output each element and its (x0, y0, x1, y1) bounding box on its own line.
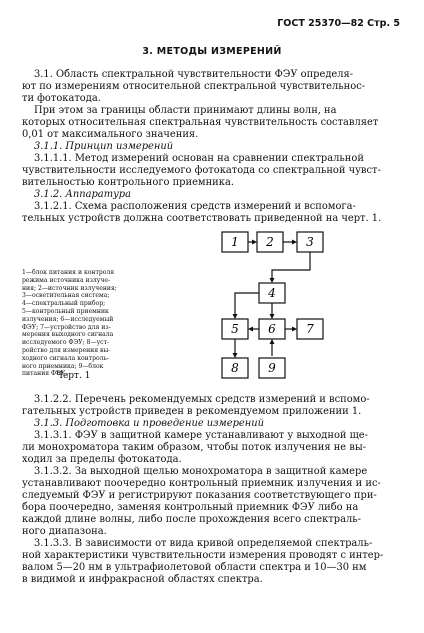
legend-line: ФЭУ; 7—устройство для из- (22, 323, 111, 331)
text-line: вительностью контрольного приемника. (22, 177, 234, 188)
text-line: 3.1.2.1. Схема расположения средств измерений и вспомога- (34, 201, 356, 212)
block-label: 8 (231, 361, 239, 375)
text-line: бора поочередно, заменяя контрольный приемник ФЭУ либо на (22, 502, 359, 513)
text-line: ют по измерениям относительной спектральной чувствительнос- (22, 81, 366, 92)
figure-caption: Черт. 1 (56, 371, 91, 381)
text-line: валом 5—20 нм в ультрафиолетовой области спектра и 10—30 нм (22, 562, 367, 573)
legend-line: 4—спектральный прибор; (22, 300, 106, 308)
text-line: 0,01 от максимального значения. (22, 129, 199, 140)
block-label: 6 (268, 322, 276, 336)
block-label: 5 (231, 322, 239, 336)
block-label: 1 (231, 235, 239, 249)
diagram-legend (22, 269, 172, 378)
legend-line: 3—осветительная система; (22, 292, 110, 300)
legend-line: ходного сигнала контроль- (22, 354, 109, 362)
legend-line: 5—контрольный приемник (22, 307, 109, 315)
text-line: ной характеристики чувствительности измерения проводят с интер- (22, 550, 384, 561)
text-line: в видимой и инфракрасной областях спектра. (22, 574, 263, 585)
section-title: 3. МЕТОДЫ ИЗМЕРЕНИЙ (142, 46, 282, 57)
text-line: При этом за границы области принимают длины волн, на (34, 105, 337, 116)
legend-line: излучения; 6—исследуемый (22, 315, 114, 323)
text-line: ходил за пределы фотокатода. (22, 454, 182, 465)
text-line: ного диапазона. (22, 526, 107, 537)
text-line: ли монохроматора таким образом, чтобы поток излучения не вы- (22, 442, 367, 453)
subsection-heading: 3.1.3. Подготовка и проведение измерений (34, 418, 264, 429)
text-line: ти фотокатода. (22, 93, 101, 104)
subsection-heading: 3.1.1. Принцип измерений (34, 141, 174, 152)
text-line: чувствительности исследуемого фотокатода со спектральной чувст- (22, 165, 381, 176)
text-line: гательных устройств приведен в рекомендуемом приложении 1. (22, 406, 362, 417)
text-line: 3.1.1.1. Метод измерений основан на сравнении спектральной (34, 153, 364, 164)
legend-line: мерения выходного сигнала (22, 331, 114, 339)
legend-line: ного приемника; 9—блок (22, 362, 104, 370)
block-label: 7 (306, 322, 314, 336)
text-line: 3.1.3.2. За выходной щелью монохроматора в защитной камере (34, 466, 368, 477)
text-line: тельных устройств должна соответствовать приведенной на черт. 1. (22, 213, 382, 224)
block-label: 2 (266, 235, 274, 249)
legend-line: питания ФЭУ. (22, 370, 68, 378)
text-line: 3.1.2.2. Перечень рекомендуемых средств измерений и вспомо- (34, 394, 370, 405)
legend-line: исследуемого ФЭУ; 8—уст- (22, 339, 110, 347)
legend-line: режима источника излуче- (22, 276, 111, 284)
subsection-heading: 3.1.2. Аппаратура (34, 189, 131, 200)
page-header: ГОСТ 25370—82 Стр. 5 (277, 18, 400, 29)
block-label: 4 (268, 286, 276, 300)
legend-line: ния; 2—источник излучения; (22, 284, 117, 292)
legend-line: 1—блок питания и контроля (22, 269, 115, 276)
text-line: следуемый ФЭУ и регистрируют показания соответствующего при- (22, 490, 377, 501)
text-line: которых относительная спектральная чувствительность составляет (22, 117, 379, 128)
text-line: каждой длине волны, либо после прохождения всего спектраль- (22, 514, 361, 525)
legend-line: ройство для измерения вы- (22, 346, 111, 354)
block-label: 9 (268, 361, 276, 375)
text-line: 3.1.3.3. В зависимости от вида кривой определяемой спектраль- (34, 538, 373, 549)
text-line: 3.1.3.1. ФЭУ в защитной камере устанавливают у выходной ще- (34, 430, 368, 441)
text-line: устанавливают поочередно контрольный приемник излучения и ис- (22, 478, 381, 489)
text-line: 3.1. Область спектральной чувствительности ФЭУ определя- (34, 69, 354, 80)
block-label: 3 (306, 235, 314, 249)
